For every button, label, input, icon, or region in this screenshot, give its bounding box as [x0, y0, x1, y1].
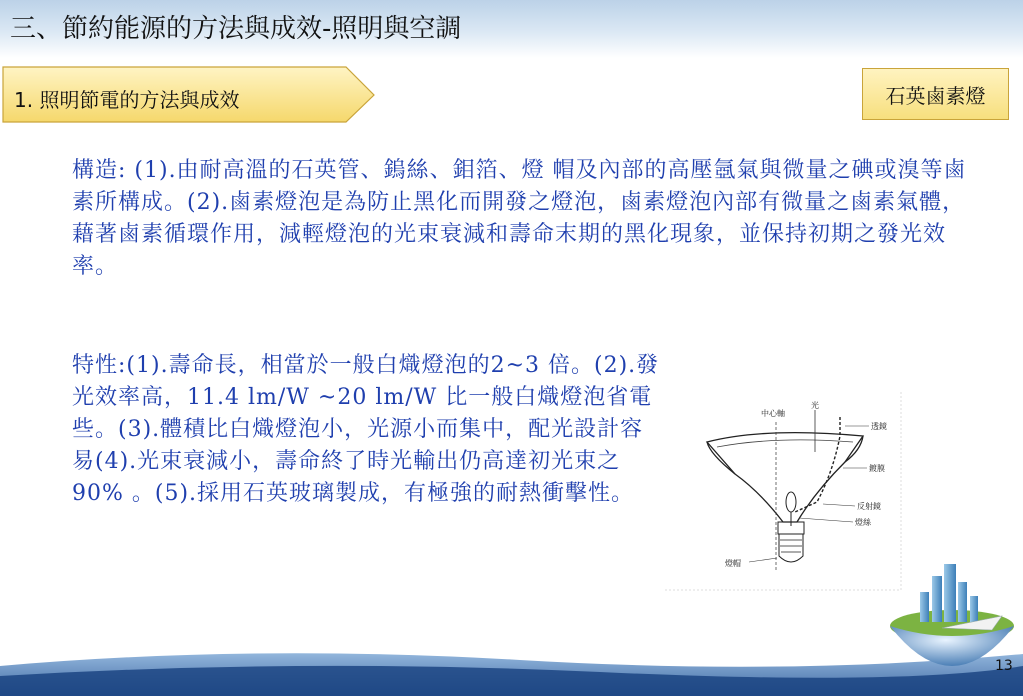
label-lens: 透鏡 — [871, 422, 887, 431]
topic-badge: 石英鹵素燈 — [862, 68, 1009, 120]
label-reflector: 反射鏡 — [857, 502, 881, 511]
label-light: 光 — [811, 401, 819, 410]
page-number: 13 — [995, 658, 1013, 674]
city-globe-illustration — [882, 556, 1023, 696]
features-paragraph: 特性:(1).壽命長，相當於一般白熾燈泡的2~3 倍。(2).發光效率高，11.4 lm/W ~20 lm/W 比一般白熾燈泡省電些。(3).體積比白熾燈泡小，光源小而集中，配光設計容易(4).光束衰減小，壽命終了時光輸出仍高達初光束之 90% 。(5).採用石英玻璃製成，有極強的耐熱衝擊性。 — [72, 353, 660, 506]
section-label: 1. 照明節電的方法與成效 — [14, 88, 240, 112]
slide-title: 三、節約能源的方法與成效-照明與空調 — [10, 14, 462, 44]
structure-paragraph: 構造: (1).由耐高溫的石英管、鎢絲、鉬箔、燈 帽及內部的高壓氬氣與微量之碘或溴等鹵素所構成。(2).鹵素燈泡是為防止黑化而開發之燈泡，鹵素燈泡內部有微量之鹵素氣體，藉著鹵素循環作用，減輕燈泡的光束衰減和壽命末期的黑化現象，並保持初期之發光效率。 — [72, 158, 967, 279]
label-center-axis: 中心軸 — [761, 409, 785, 418]
label-film: 鍍膜 — [869, 464, 885, 473]
label-filament: 燈絲 — [855, 518, 871, 527]
footer-wave — [0, 636, 1023, 696]
halogen-lamp-diagram — [665, 392, 902, 592]
label-cap: 燈帽 — [725, 559, 741, 568]
